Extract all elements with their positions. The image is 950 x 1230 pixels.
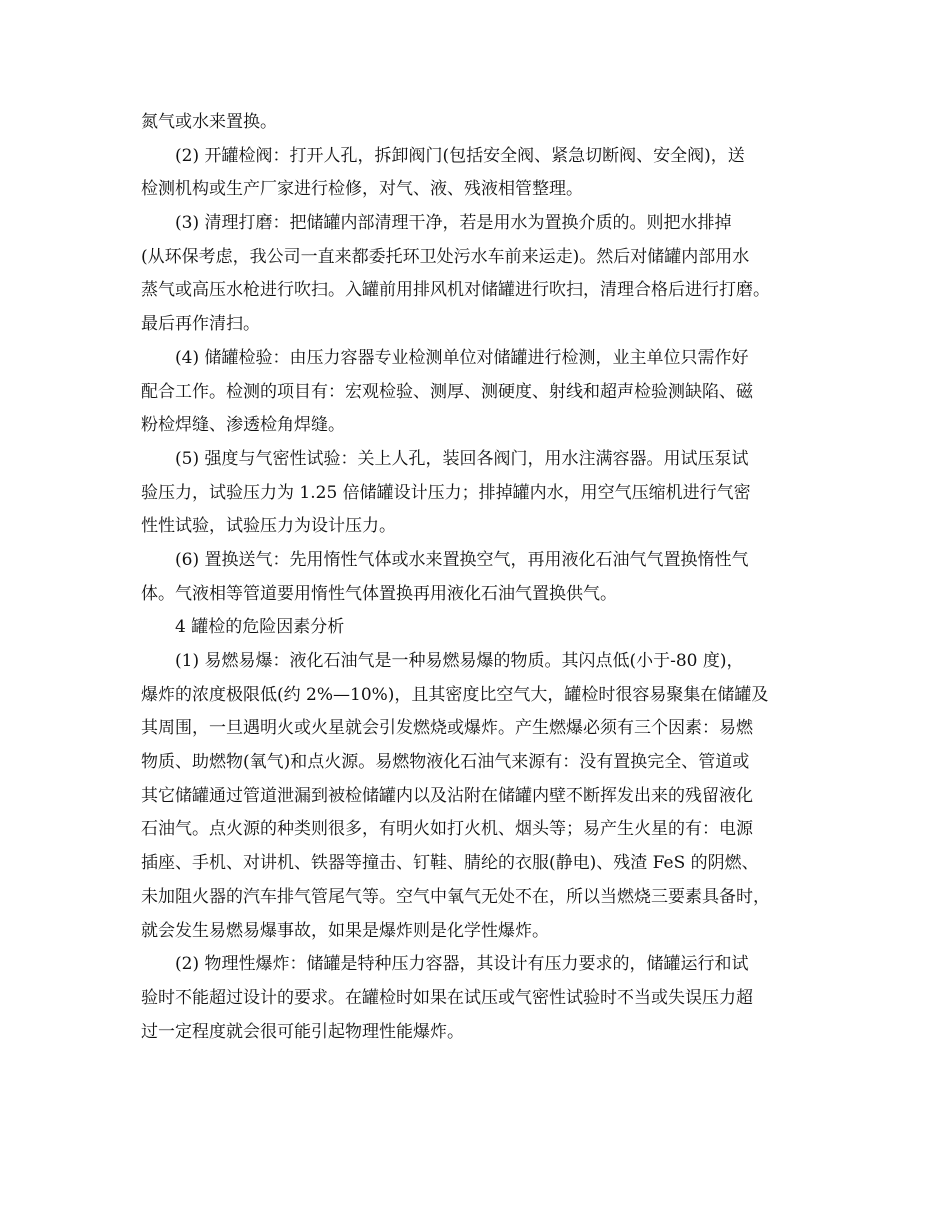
text-line: (2) 开罐检阀：打开人孔，拆卸阀门(包括安全阀、紧急切断阀、安全阀)，送 — [175, 145, 745, 166]
text-line: 粉检焊缝、渗透检角焊缝。 — [141, 415, 345, 436]
text-line: (5) 强度与气密性试验：关上人孔，装回各阀门，用水注满容器。用试压泵试 — [175, 448, 749, 469]
text-line: 体。气液相等管道要用惰性气体置换再用液化石油气置换供气。 — [141, 583, 617, 604]
text-line: 性性试验，试验压力为设计压力。 — [141, 516, 396, 537]
text-line: 就会发生易燃易爆事故，如果是爆炸则是化学性爆炸。 — [141, 920, 549, 941]
text-line: (1) 易燃易爆：液化石油气是一种易燃易爆的物质。其闪点低(小于-80 度)， — [175, 651, 744, 671]
text-line: 其它储罐通过管道泄漏到被检储罐内以及沾附在储罐内壁不断挥发出来的残留液化 — [141, 785, 753, 806]
text-line: 氮气或水来置换。 — [141, 112, 277, 132]
text-line: 爆炸的浓度极限低(约 2%—10%)，且其密度比空气大，罐检时很容易聚集在储罐及 — [141, 684, 769, 705]
text-line: 未加阻火器的汽车排气管尾气等。空气中氧气无处不在，所以当燃烧三要素具备时， — [141, 886, 770, 907]
text-line: (从环保考虑，我公司一直来都委托环卫处污水车前来运走)。然后对储罐内部用水 — [141, 246, 750, 267]
text-line: 验压力，试验压力为 1.25 倍储罐设计压力；排掉罐内水，用空气压缩机进行气密 — [141, 482, 751, 503]
text-line: 插座、手机、对讲机、铁器等撞击、钉鞋、腈纶的衣服(静电)、残渣 FeS 的阴燃、 — [141, 853, 759, 874]
text-line: 物质、助燃物(氧气)和点火源。易燃物液化石油气来源有：没有置换完全、管道或 — [141, 752, 750, 773]
text-line: 其周围，一旦遇明火或火星就会引发燃烧或爆炸。产生燃爆必须有三个因素：易燃 — [141, 718, 753, 739]
text-line: (6) 置换送气：先用惰性气体或水来置换空气，再用液化石油气气置换惰性气 — [175, 549, 749, 570]
document-body — [141, 106, 821, 1049]
text-line: 配合工作。检测的项目有：宏观检验、测厚、测硬度、射线和超声检验测缺陷、磁 — [141, 381, 753, 402]
text-line: 验时不能超过设计的要求。在罐检时如果在试压或气密性试验时不当或失误压力超 — [141, 987, 753, 1008]
text-line: 石油气。点火源的种类则很多，有明火如打火机、烟头等；易产生火星的有：电源 — [141, 819, 753, 840]
text-line: (4) 储罐检验：由压力容器专业检测单位对储罐进行检测，业主单位只需作好 — [175, 347, 749, 368]
text-line: 蒸气或高压水枪进行吹扫。入罐前用排风机对储罐进行吹扫，清理合格后进行打磨。 — [141, 280, 770, 301]
text-line: 检测机构或生产厂家进行检修，对气、液、残液相管整理。 — [141, 179, 583, 200]
text-line: 最后再作清扫。 — [141, 314, 260, 335]
text-line: (3) 清理打磨：把储罐内部清理干净，若是用水为置换介质的。则把水排掉 — [175, 213, 732, 234]
text-line: 4 罐检的危险因素分析 — [175, 617, 345, 638]
text-line: 过一定程度就会很可能引起物理性能爆炸。 — [141, 1021, 464, 1042]
text-line: (2) 物理性爆炸：储罐是特种压力容器，其设计有压力要求的，储罐运行和试 — [175, 954, 749, 975]
